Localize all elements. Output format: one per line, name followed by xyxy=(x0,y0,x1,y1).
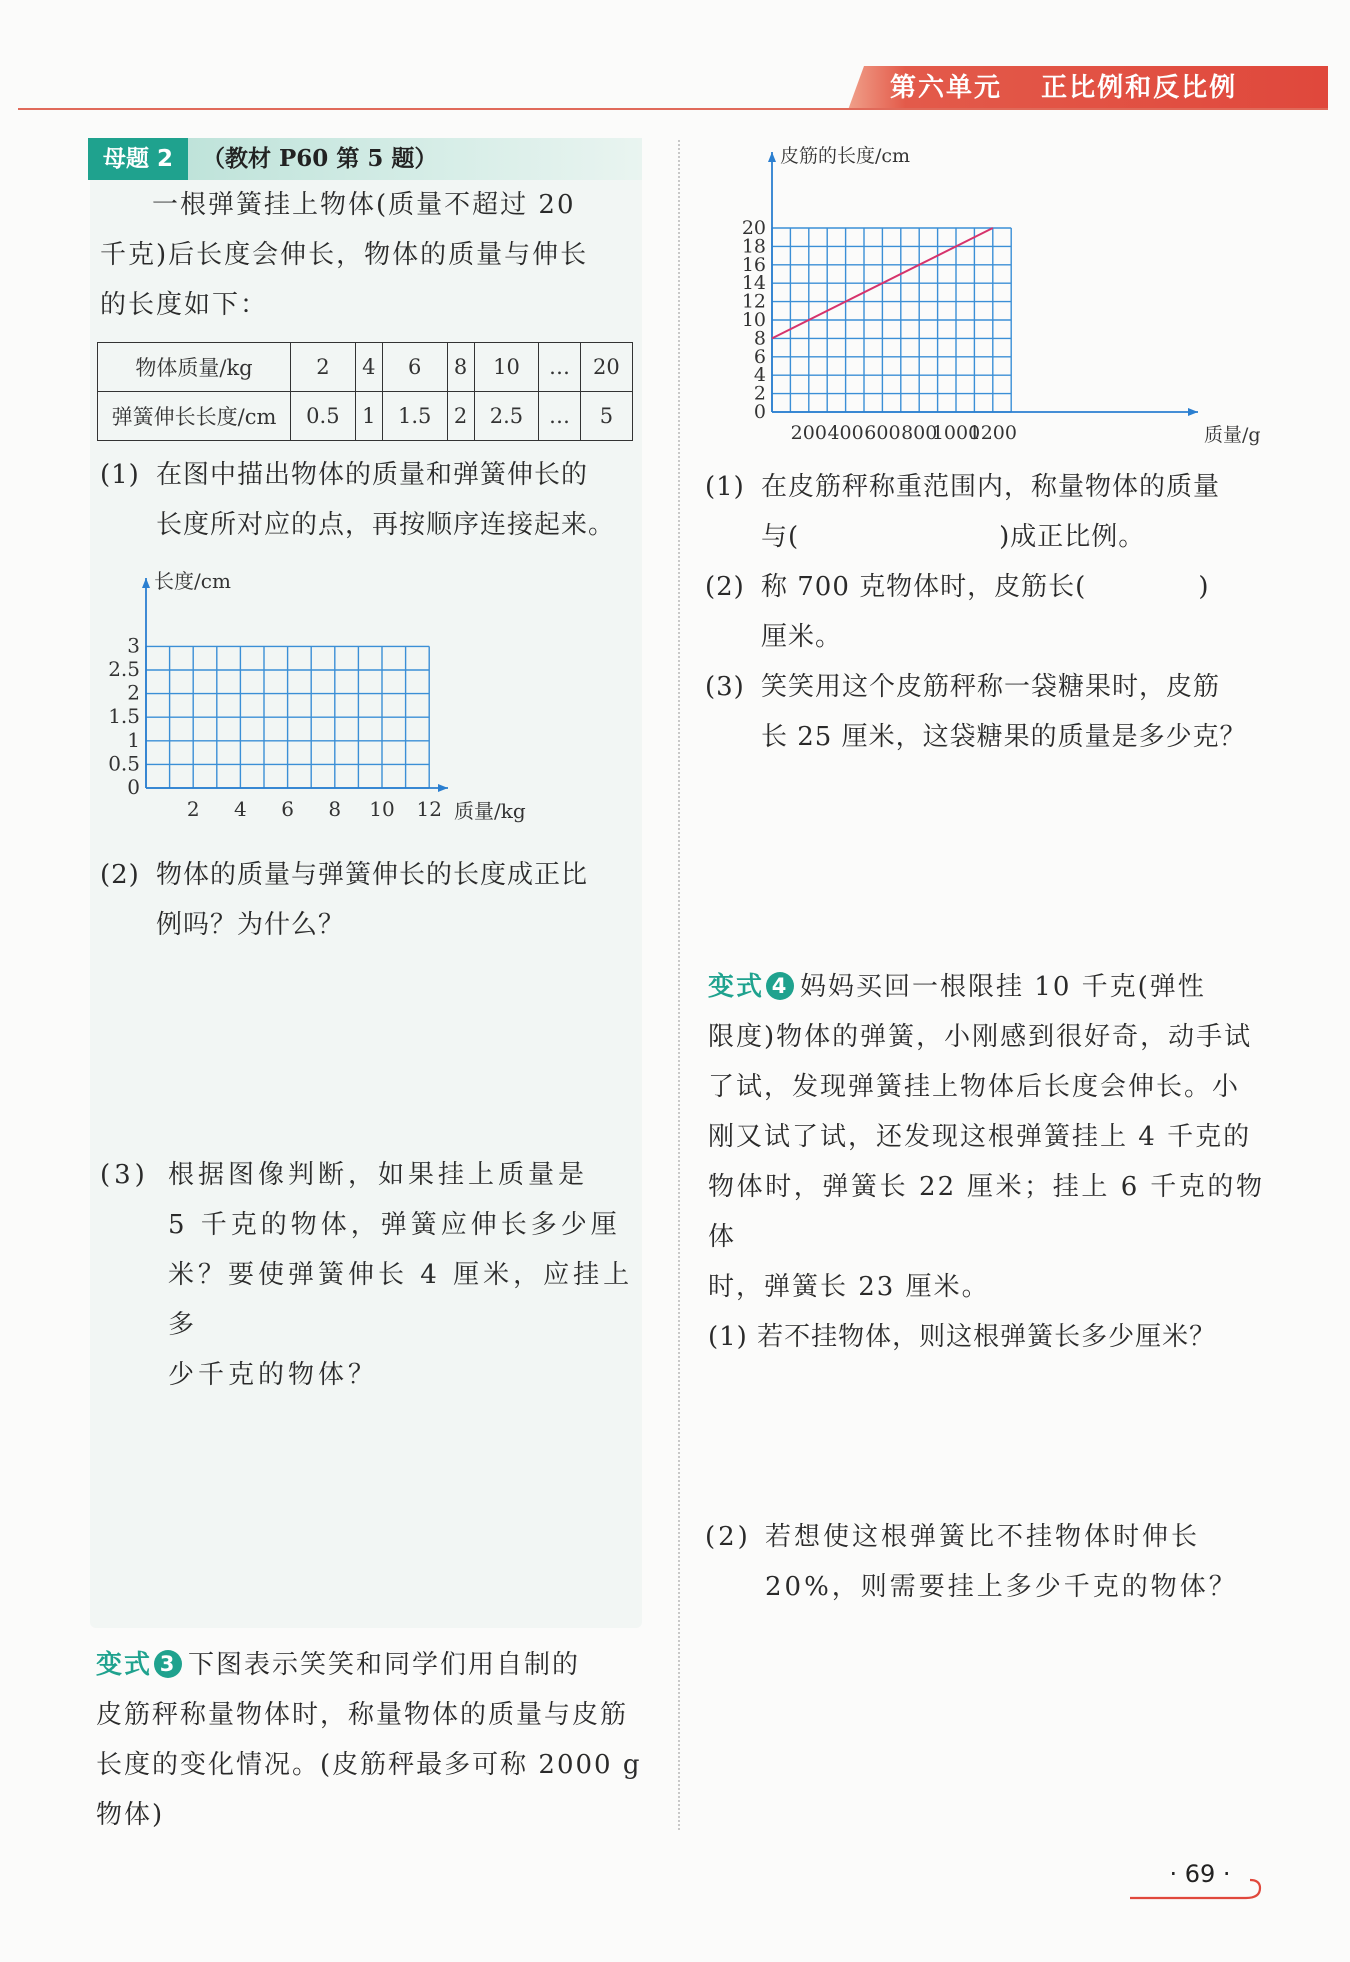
x-axis-arrow xyxy=(1188,408,1198,416)
y-tick-label: 1.5 xyxy=(108,704,140,729)
unit-label: 第六单元 xyxy=(890,73,1003,103)
x-tick-label: 800 xyxy=(901,422,938,444)
x-tick-label: 200 xyxy=(790,422,827,444)
variant-label: 变式 xyxy=(708,972,765,1002)
variant-text: 皮筋秤称量物体时，称量物体的质量与皮筋 xyxy=(96,1700,629,1730)
variant-text: 妈妈买回一根限挂 10 千克(弹性 xyxy=(800,972,1206,1002)
variant-number-badge: 3 xyxy=(154,1650,182,1678)
y-axis-arrow xyxy=(142,578,150,588)
table-cell: 6 xyxy=(382,343,447,392)
variant-question-1: (1) 若不挂物体，则这根弹簧长多少厘米？ xyxy=(708,1322,1217,1352)
x-tick-label: 10 xyxy=(369,797,395,821)
y-axis-label: 皮筋的长度/cm xyxy=(780,145,911,167)
y-tick-label: 18 xyxy=(741,235,766,258)
table-row xyxy=(98,343,633,392)
question-number: (2) xyxy=(705,1522,751,1552)
y-tick-label: 0 xyxy=(127,775,140,799)
table-cell: 1 xyxy=(355,392,382,441)
right-question-1 xyxy=(705,462,1275,562)
y-tick-label: 3 xyxy=(127,633,140,658)
y-tick-label: 0 xyxy=(753,401,766,423)
question-text: ) xyxy=(1198,572,1210,602)
table-cell: 4 xyxy=(355,343,382,392)
table-cell: … xyxy=(539,343,580,392)
example-source: （教材 P60 第 5 题） xyxy=(202,145,438,172)
question-text: 长 25 厘米，这袋糖果的质量是多少克？ xyxy=(761,722,1247,752)
table-cell: 8 xyxy=(447,343,474,392)
example-question-2 xyxy=(100,850,640,950)
table-cell: 5 xyxy=(580,392,632,441)
variant-3 xyxy=(96,1640,652,1840)
y-tick-label: 2 xyxy=(127,680,140,705)
variant-text: 长度的变化情况。(皮筋秤最多可称 2000 g xyxy=(96,1750,642,1780)
swoosh-line xyxy=(1130,1880,1260,1898)
question-number: (1) xyxy=(100,460,140,490)
x-tick-label: 4 xyxy=(234,797,247,821)
question-text: 称 700 克物体时，皮筋长( xyxy=(761,572,1087,602)
question-text: 根据图像判断，如果挂上质量是 xyxy=(168,1160,589,1190)
question-number: (3) xyxy=(100,1160,149,1190)
question-text: 在皮筋秤称重范围内，称量物体的质量 xyxy=(761,472,1221,502)
y-tick-label: 20 xyxy=(741,217,766,239)
y-tick-label: 10 xyxy=(741,309,766,331)
example-tag: 母题 2 xyxy=(88,138,188,180)
table-header-cell: 弹簧伸长长度/cm xyxy=(98,392,291,441)
chart-rubber-band-length xyxy=(730,140,1261,450)
x-axis-label: 质量/kg xyxy=(454,799,526,823)
example-question-1 xyxy=(100,450,640,550)
y-tick-label: 2 xyxy=(753,382,766,405)
table-cell: 2 xyxy=(447,392,474,441)
y-tick-label: 4 xyxy=(753,364,766,387)
y-tick-label: 0.5 xyxy=(108,751,140,776)
intro-line: 的长度如下： xyxy=(100,290,269,320)
variant-text: 物体时，弹簧长 22 厘米；挂上 6 千克的物体 xyxy=(708,1172,1264,1252)
x-tick-label: 8 xyxy=(328,797,342,821)
variant-number-badge: 4 xyxy=(766,972,794,1000)
x-tick-label: 6 xyxy=(281,797,294,821)
question-text: )成正比例。 xyxy=(999,522,1146,552)
y-tick-label: 14 xyxy=(741,272,766,295)
question-text: 若想使这根弹簧比不挂物体时伸长 xyxy=(765,1522,1201,1552)
variant-text: 了试，发现弹簧挂上物体后长度会伸长。小 xyxy=(708,1072,1241,1102)
x-axis-label: 质量/g xyxy=(1204,424,1261,446)
x-tick-label: 12 xyxy=(416,797,442,821)
table-cell: 20 xyxy=(580,343,632,392)
variant-text: 物体) xyxy=(96,1800,165,1830)
table-header-cell: 物体质量/kg xyxy=(98,343,291,392)
table-cell: … xyxy=(539,392,580,441)
question-number: (2) xyxy=(100,860,140,890)
right-question-3 xyxy=(705,662,1275,762)
y-tick-label: 6 xyxy=(753,345,766,368)
question-number: (2) xyxy=(705,572,745,602)
variant-4 xyxy=(708,962,1264,1362)
page-number: · 69 · xyxy=(1169,1860,1231,1888)
variant-text: 时，弹簧长 23 厘米。 xyxy=(708,1272,990,1302)
question-text: 与( xyxy=(761,522,800,552)
y-tick-label: 12 xyxy=(741,290,766,313)
variant-text: 下图表示笑笑和同学们用自制的 xyxy=(188,1650,581,1680)
question-text: 笑笑用这个皮筋秤称一袋糖果时，皮筋 xyxy=(761,672,1221,702)
intro-line: 一根弹簧挂上物体(质量不超过 20 xyxy=(152,190,576,220)
table-row xyxy=(98,392,633,441)
y-tick-label: 2.5 xyxy=(108,657,140,681)
example-intro xyxy=(100,180,630,330)
question-number: (3) xyxy=(705,672,745,702)
variant-label: 变式 xyxy=(96,1650,153,1680)
variant-text: 刚又试了试，还发现这根弹簧挂上 4 千克的 xyxy=(708,1122,1252,1152)
question-text: 长度所对应的点，再按顺序连接起来。 xyxy=(156,510,616,540)
question-text: 米？要使弹簧伸长 4 厘米，应挂上多 xyxy=(168,1260,634,1340)
chart-spring-length xyxy=(100,570,640,830)
x-tick-label: 400 xyxy=(827,422,864,444)
data-table xyxy=(97,342,633,441)
table-cell: 2.5 xyxy=(474,392,539,441)
y-axis-label: 长度/cm xyxy=(154,569,231,593)
page-number-swoosh xyxy=(1128,1872,1268,1902)
y-tick-label: 1 xyxy=(127,727,140,752)
question-text: 少千克的物体？ xyxy=(168,1360,379,1390)
variant-4-question-2 xyxy=(705,1512,1275,1612)
y-axis-arrow xyxy=(768,152,776,162)
x-tick-label: 1000 xyxy=(931,422,981,444)
topic-label: 正比例和反比例 xyxy=(1041,73,1238,103)
y-tick-label: 8 xyxy=(753,327,766,350)
intro-line: 千克)后长度会伸长，物体的质量与伸长 xyxy=(100,240,589,270)
table-cell: 0.5 xyxy=(291,392,356,441)
x-tick-label: 600 xyxy=(864,422,901,444)
question-text: 5 千克的物体，弹簧应伸长多少厘 xyxy=(168,1210,621,1240)
example-question-3 xyxy=(100,1150,640,1400)
table-cell: 2 xyxy=(291,343,356,392)
column-divider xyxy=(678,140,680,1830)
question-text: 例吗？为什么？ xyxy=(156,910,346,940)
x-axis-arrow xyxy=(438,784,448,792)
x-tick-label: 1200 xyxy=(968,422,1017,444)
question-text: 厘米。 xyxy=(761,622,843,652)
question-text: 物体的质量与弹簧伸长的长度成正比 xyxy=(156,860,589,890)
header-rule xyxy=(18,108,1328,110)
table-cell: 10 xyxy=(474,343,539,392)
variant-text: 限度)物体的弹簧，小刚感到很好奇，动手试 xyxy=(708,1022,1253,1052)
question-text: 在图中描出物体的质量和弹簧伸长的 xyxy=(156,460,589,490)
table-cell: 1.5 xyxy=(382,392,447,441)
right-question-2 xyxy=(705,562,1275,662)
y-tick-label: 16 xyxy=(741,253,766,276)
unit-title xyxy=(890,70,1310,106)
x-tick-label: 2 xyxy=(186,797,200,821)
question-number: (1) xyxy=(705,472,745,502)
question-text: 20%，则需要挂上多少千克的物体？ xyxy=(765,1572,1238,1602)
